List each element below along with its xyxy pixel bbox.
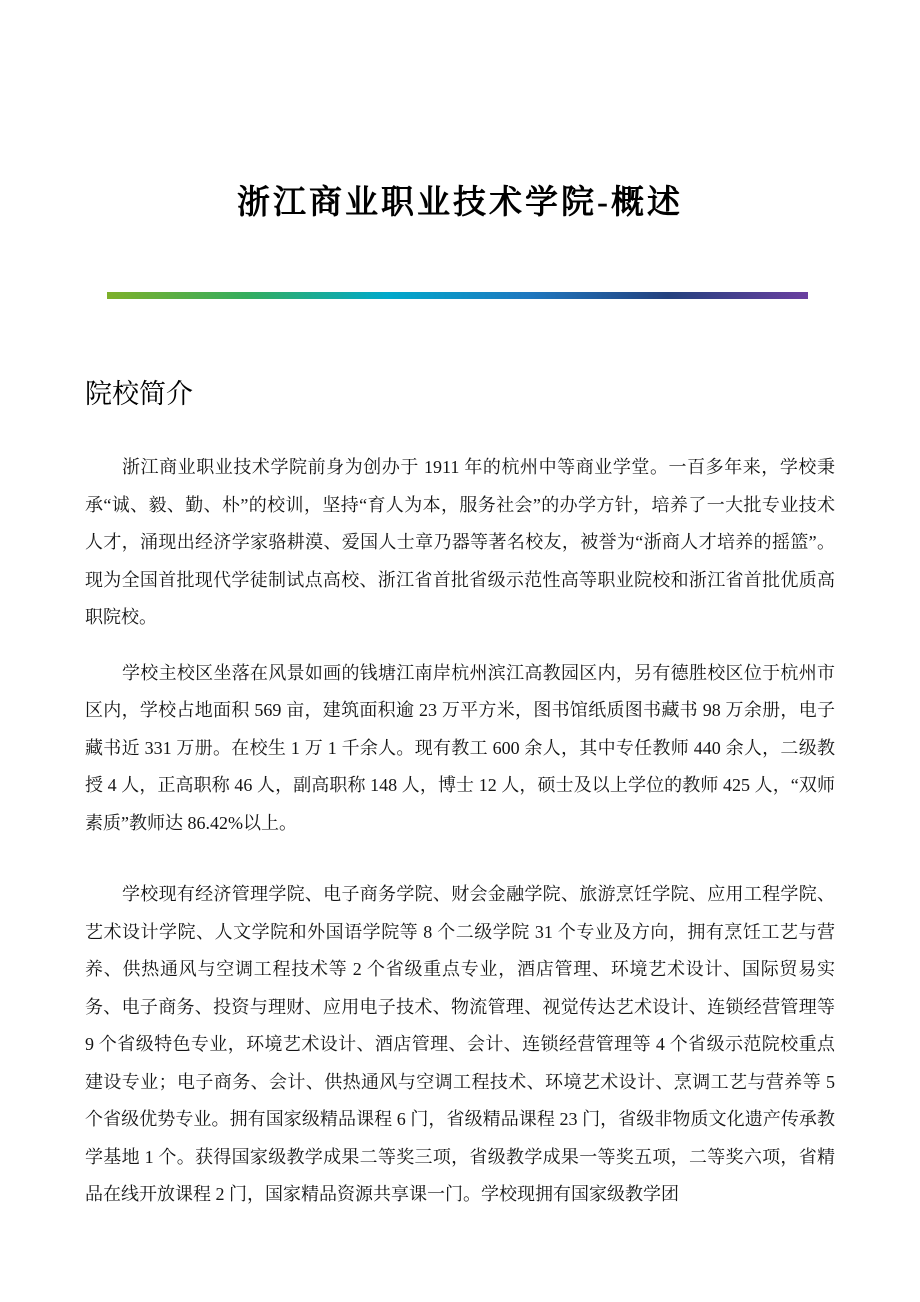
paragraph-schools-programs: 学校现有经济管理学院、电子商务学院、财会金融学院、旅游烹饪学院、应用工程学院、艺术设计学院、人文学院和外国语学院等 8 个二级学院 31 个专业及方向，拥有烹饪工艺与营养、供热通风与空调工程技术等 2 个省级重点专业，酒店管理、环境艺术设计、国际贸易实务、电子商务、投资与理财、应用电子技术、物流管理、视觉传达艺术设计、连锁经营管理等 9 个省级特色专业，环境艺术设计、酒店管理、会计、连锁经营管理等 4 个省级示范院校重点建设专业；电子商务、会计、供热通风与空调工程技术、环境艺术设计、烹调工艺与营养等 5 个省级优势专业。拥有国家级精品课程 6 门，省级精品课程 23 门，省级非物质文化遗产传承教学基地 1 个。获得国家级教学成果二等奖三项，省级教学成果一等奖五项，二等奖六项，省精品在线开放课程 2 门，国家精品资源共享课一门。学校现拥有国家级教学团	[85, 884, 835, 1204]
gradient-divider	[107, 292, 808, 299]
paragraph-history: 浙江商业职业技术学院前身为创办于 1911 年的杭州中等商业学堂。一百多年来，学校秉承“诚、毅、勤、朴”的校训，坚持“育人为本，服务社会”的办学方针，培养了一大批专业技术人才，涌现出经济学家骆耕漠、爱国人士章乃器等著名校友，被誉为“浙商人才培养的摇篮”。现为全国首批现代学徒制试点高校、浙江省首批省级示范性高等职业院校和浙江省首批优质高职院校。	[85, 457, 835, 627]
section-heading: 院校简介	[85, 379, 193, 409]
paragraph-campus-stats: 学校主校区坐落在风景如画的钱塘江南岸杭州滨江高教园区内，另有德胜校区位于杭州市区内，学校占地面积 569 亩，建筑面积逾 23 万平方米，图书馆纸质图书藏书 98 万余册，电子藏书近 331 万册。在校生 1 万 1 千余人。现有教工 600 余人，其中专任教师 440 余人，二级教授 4 人，正高职称 46 人，副高职称 148 人，博士 12 人，硕士及以上学位的教师 425 人，“双师素质”教师达 86.42%以上。	[85, 662, 835, 833]
document-body	[85, 449, 835, 1214]
document-title: 浙江商业职业技术学院-概述	[237, 185, 683, 221]
